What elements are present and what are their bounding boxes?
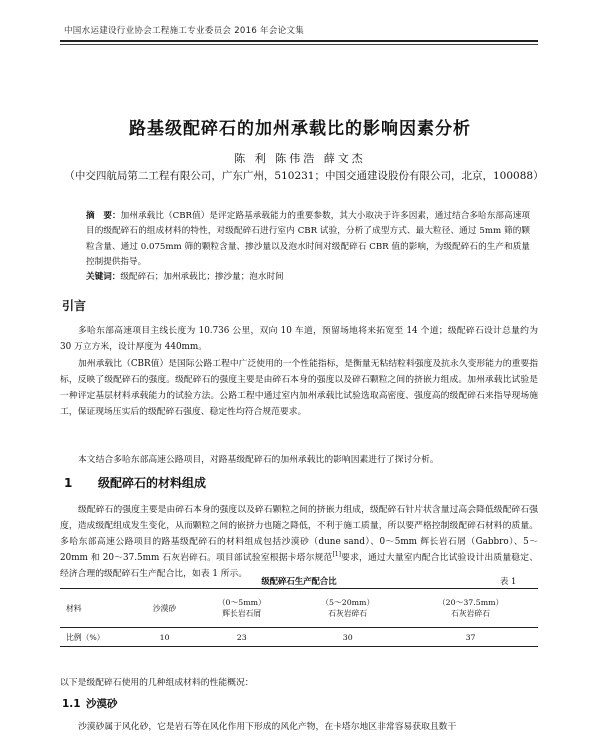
table-column-header [403,589,538,628]
intro-paragraph-2: 加州承载比（CBR值）是国际公路工程中广泛使用的一个性能指标，是衡量无粘结粒料强度及抗永久变形能力的重要指标，反映了级配碎石的强度。级配碎石的强度主要是由碎石本身的强度以及碎石颗粒之间的挤嵌力组成。加州承载比试验是一种评定基层材料承载能力的试验方法。公路工程中通过室内加州承载比试验选取高密度、强度高的级配碎石来指导现场施工，保证现场压实后的级配碎石强度、稳定性均符合规范要求。 [60,359,538,417]
abstract-text: 加州承载比（CBR值）是评定路基承载能力的重要参数，其大小取决于许多因素，通过结合多哈东部高速项目的级配碎石的组成材料的特性，对级配碎石进行室内 CBR 试验，分析了成型方式、最大粒径、通过 5mm 筛的颗粒含量、通过 0.075mm 筛的颗粒含量、掺沙量以及泡水时间对级配碎石 CBR 值的影响，为级配碎石的生产和质量控制提供指导。 [86,211,530,268]
citation-1[interactable]: [1] [332,551,341,559]
table-1-caption: 级配碎石生产配合比 [261,576,337,586]
section-1-number: 1 [64,476,73,490]
keywords-label: 关键词： [86,272,121,282]
section-1-heading [64,474,206,491]
intro-heading: 引言 [62,299,87,313]
intro-paragraph-3: 本文结合多哈东部高速公路项目，对路基级配碎石的加州承载比的影响因素进行了探讨分析。 [78,455,439,465]
ratio-cell: 37 [403,628,538,647]
section-1-paragraph-1 [60,502,538,582]
table-column-header [292,589,403,628]
paper-title: 路基级配碎石的加州承载比的影响因素分析 [129,119,471,139]
column-4-line-2: 石灰岩碎石 [451,609,491,618]
column-2-line-2: 辉长岩石屑 [222,609,262,618]
running-header: 中国水运建设行业协会工程施工专业委员会 2016 年会论文集 [64,26,305,36]
abstract [86,209,530,271]
column-4-line-1: （20～37.5mm） [437,598,504,607]
paper-affiliation: （中交四航局第二工程有限公司，广东广州，510231；中国交通建设股份有限公司，北京，100088） [64,170,544,182]
subsection-1-1-title: 沙漠砂 [86,698,118,710]
mix-ratio-table [60,588,538,647]
ratio-cell: 30 [292,628,403,647]
subsection-1-1-heading [62,696,118,711]
ratio-label: 比例（%） [60,628,138,647]
intro-paragraph-1: 多哈东部高速项目主线长度为 10.736 公里，双向 10 车道，预留场地将来拓宽至 14 个道；级配碎石设计总量约为 30 万立方米，设计厚度为 440mm。 [60,326,538,352]
section-1-title: 级配碎石的材料组成 [98,476,207,490]
table-header-row [60,589,538,628]
subsection-1-1-number: 1.1 [62,698,81,710]
table-column-header [191,589,292,628]
table-1-number: 表 1 [500,576,517,586]
table-row [60,628,538,647]
header-rule-thin [60,44,538,45]
section-1-paragraph-1-b: 要求，通过大量室内配合比试验设计出质量稳定、经济合理的级配碎石生产配合比，如表 1 所示。 [60,553,538,579]
column-3-line-2: 石灰岩碎石 [328,609,368,618]
section-1-paragraph-1-a: 级配碎石的强度主要是由碎石本身的强度以及碎石颗粒之间的挤嵌力组成，级配碎石针片状含量过高会降低级配碎石强度，造成级配组成发生变化，从而颗粒之间的嵌挤力也随之降低，不利于施工质量，所以要严格控制级配碎石材料的质量。多哈东部高速公路项目的路基级配碎石的材料组成包括沙漠砂（dune sand）、0～5mm 辉长岩石屑（Gabbro）、5～20mm 和 20～37.5mm 石灰岩碎石。项目部试验室根据卡塔尔规范 [60,505,538,563]
keywords-text: 级配碎石；加州承载比；掺沙量；泡水时间 [120,272,284,282]
ratio-cell: 10 [138,628,191,647]
column-1-line-1: 沙漠砂 [152,603,177,613]
ratio-cell: 23 [191,628,292,647]
keywords [86,270,530,282]
abstract-label: 摘 要： [86,211,121,221]
column-3-line-1: （5～20mm） [321,598,375,607]
section-1-paragraph-2: 以下是级配碎石使用的几种组成材料的性能概况： [60,678,254,688]
header-rule-thick [60,40,538,42]
paper-authors: 陈 利 陈伟浩 薛文杰 [234,152,366,165]
column-2-line-1: （0～5mm） [217,598,266,607]
table-column-header [138,589,191,628]
subsection-1-1-paragraph-1: 沙漠砂属于风化砂，它是岩石等在风化作用下形成的风化产物，在卡塔尔地区非常容易获取且数干 [78,722,457,732]
table-row-header: 材料 [60,589,138,628]
